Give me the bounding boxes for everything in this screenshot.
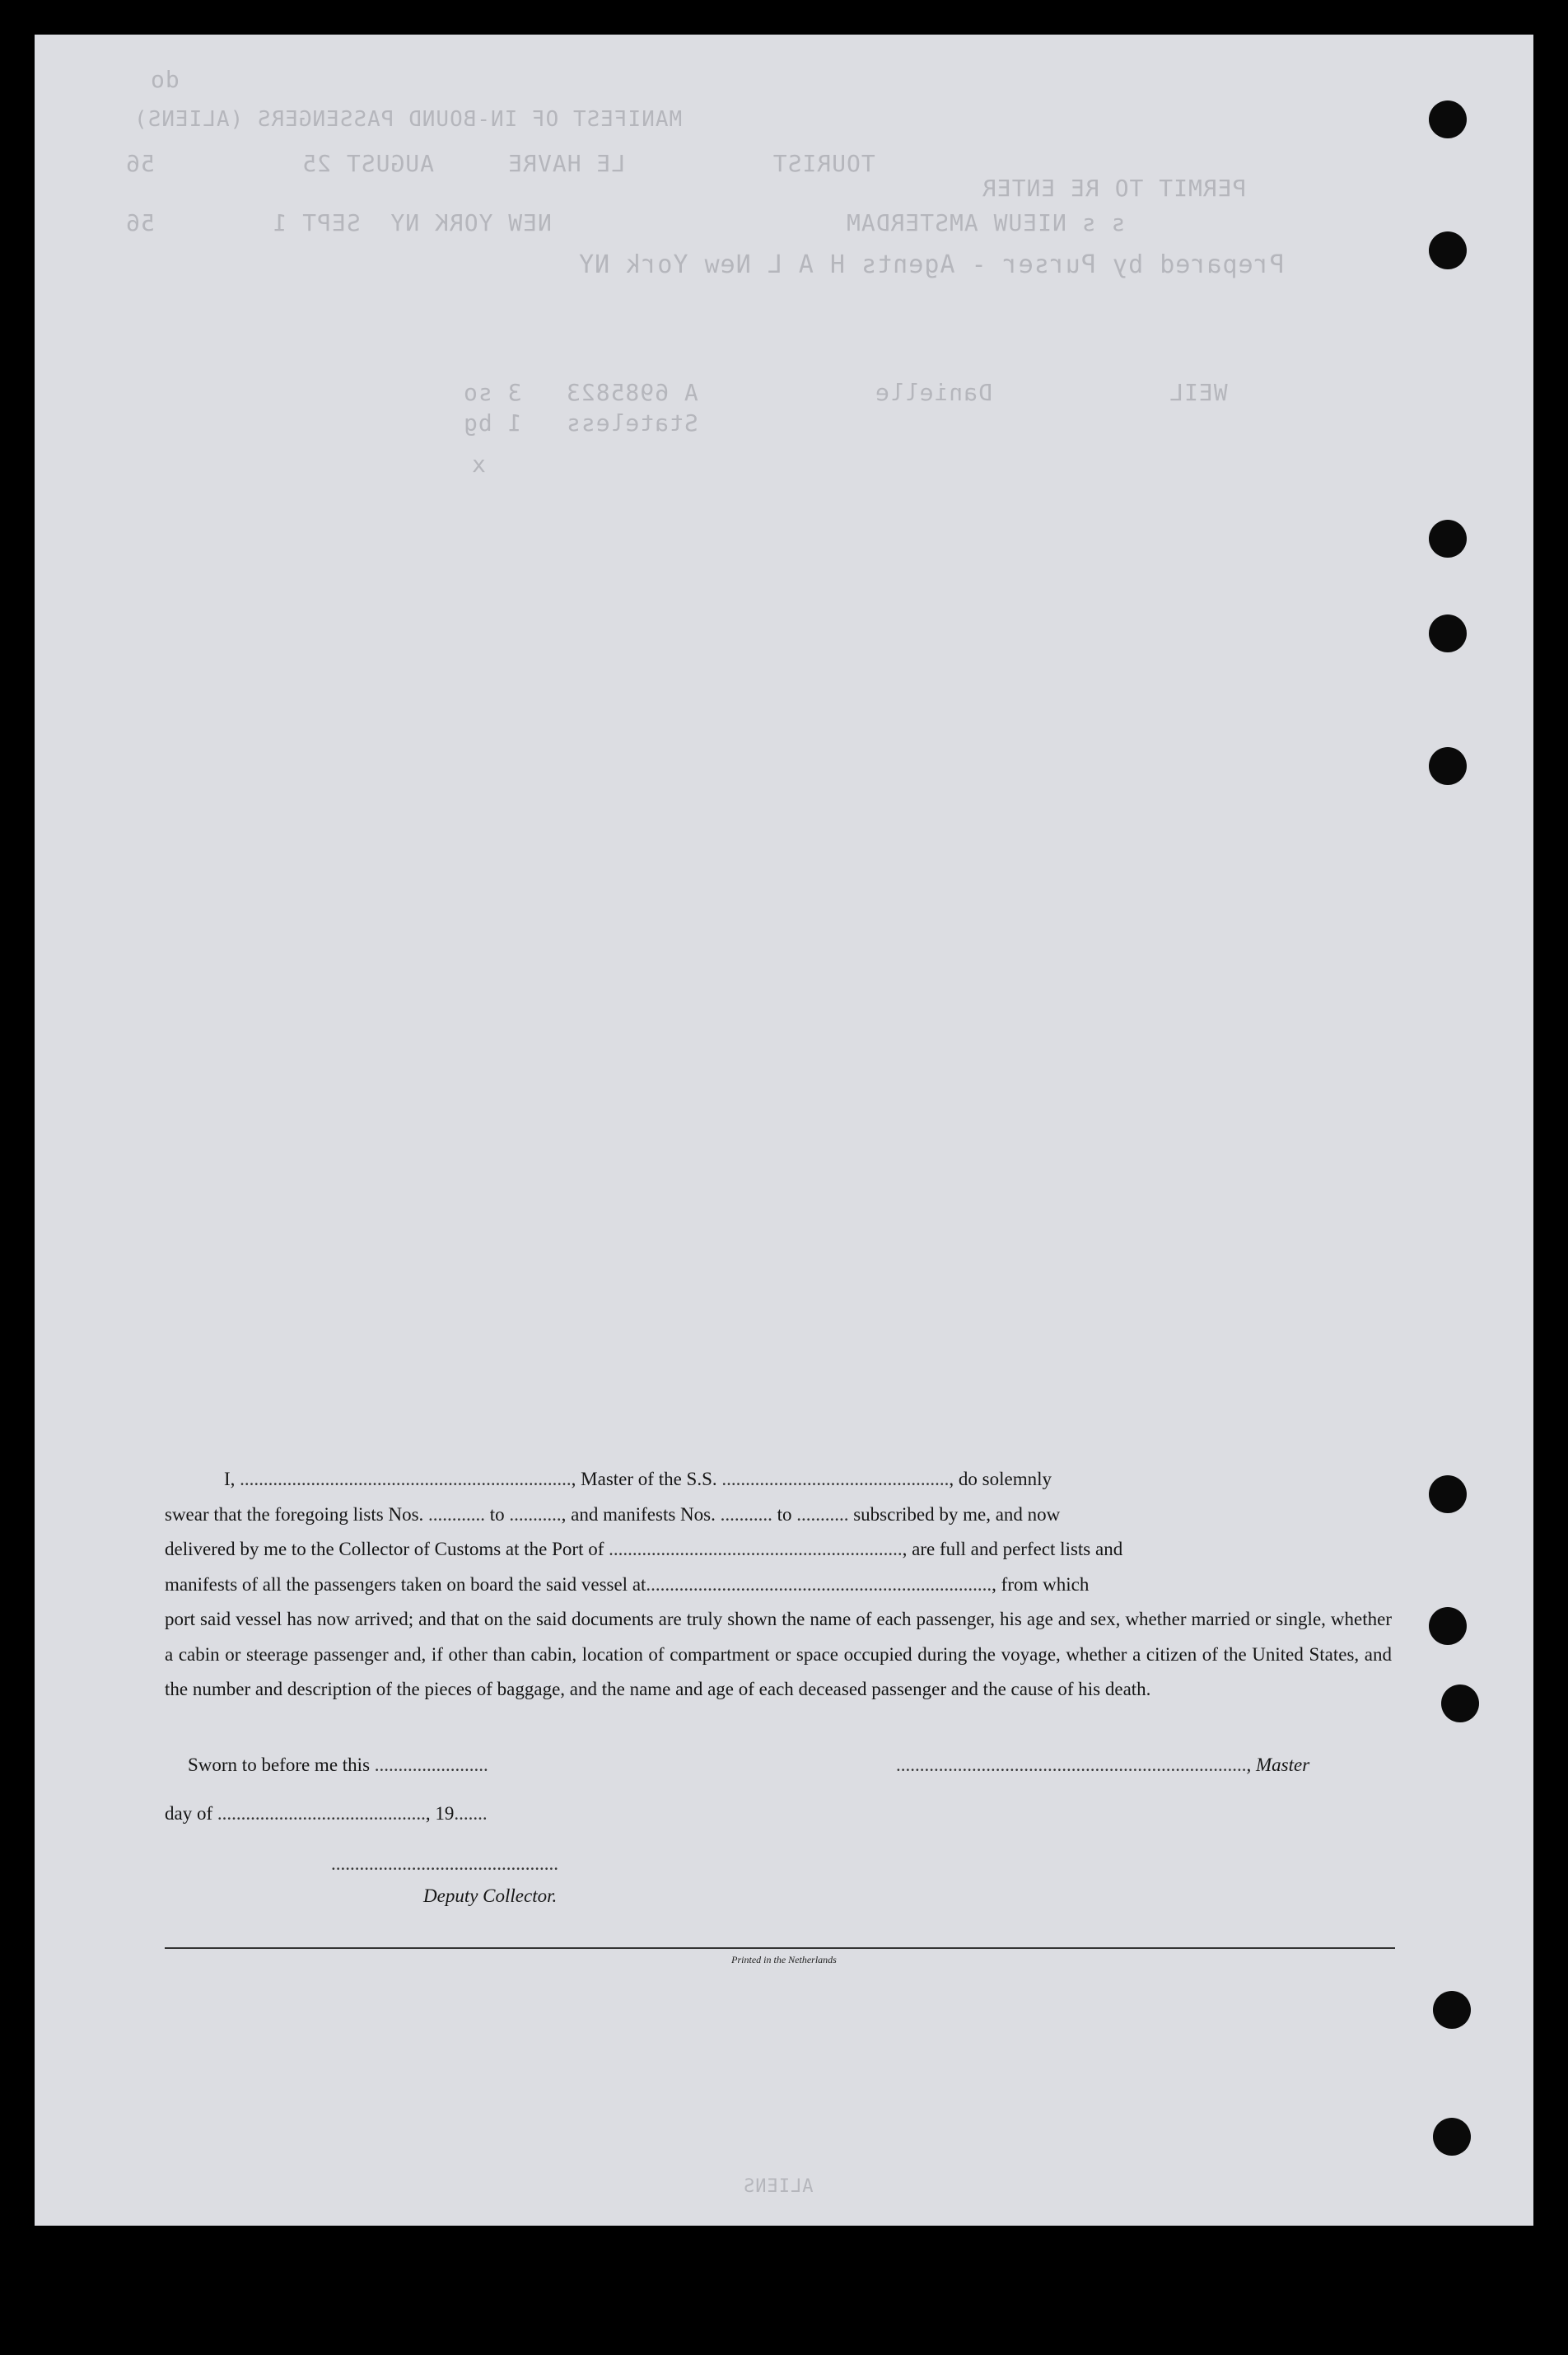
bleed-line3: TOURIST LE HAVRE AUGUST 25 56 [125, 150, 875, 177]
declaration-text: , from which [992, 1573, 1090, 1595]
master-label: , Master [1246, 1755, 1310, 1775]
footer-rule [165, 1947, 1395, 1949]
bleed-line4: PERMIT TO RE ENTER [982, 175, 1247, 202]
declaration-text: swear that the foregoing lists Nos. [165, 1503, 424, 1525]
month-blank: ............................................ [217, 1803, 426, 1824]
bleed-line1: do [150, 66, 180, 93]
master-signature-blank: .......................................................................... [896, 1755, 1247, 1775]
manifest-from-blank: ........... [720, 1503, 772, 1525]
declaration-line-4 [165, 1568, 1392, 1603]
punch-hole [1429, 231, 1467, 269]
list-to-blank: ........... [509, 1503, 562, 1525]
ship-name-blank: ................................................ [721, 1469, 950, 1489]
port-blank: .............................................................. [609, 1539, 903, 1559]
punch-hole [1429, 1475, 1467, 1513]
departure-port-blank: ......................................................................... [646, 1573, 992, 1595]
declaration-text: manifests of all the passengers taken on board the said vessel at [165, 1573, 646, 1595]
sworn-text: Sworn to before me this [188, 1755, 371, 1775]
declaration-text: to [489, 1503, 505, 1525]
year-prefix: , 19 [425, 1803, 455, 1824]
declaration-text: subscribed by me, and now [853, 1503, 1061, 1525]
deputy-signature-blank [331, 1853, 558, 1875]
punch-hole [1433, 1991, 1471, 2029]
declaration-body: port said vessel has now arrived; and that on the said documents are truly shown the name of each passenger, his age and sex, whether married or single, whether a cabin or steerage passenger and, if other than cabin, location of compartment or space occupied during the voyage, whether a citizen of the United States, and the number and description of the pieces of baggage, and the name and age of each deceased passenger and the cause of his death. [165, 1609, 1392, 1699]
punch-hole [1433, 2118, 1471, 2156]
punch-hole [1429, 520, 1467, 558]
punch-hole [1429, 614, 1467, 652]
master-signature-line [896, 1755, 1309, 1776]
printed-in-label: Printed in the Netherlands [731, 1954, 837, 1965]
bleed-line6: Prepared by Purser - Agents H A L New York NY [578, 250, 1285, 279]
bleed-entry-status: Stateless 1 bg [463, 409, 1228, 437]
sworn-date-blank: ........................ [374, 1755, 488, 1775]
punch-hole [1429, 1607, 1467, 1645]
punch-hole [1429, 747, 1467, 785]
declaration-line-3 [165, 1532, 1392, 1568]
manifest-page [35, 35, 1533, 2226]
declaration-text: , do solemnly [949, 1469, 1052, 1489]
punch-hole [1441, 1684, 1479, 1722]
list-from-blank: ............ [428, 1503, 486, 1525]
day-of-text: day of [165, 1803, 213, 1824]
declaration-text: , are full and perfect lists and [902, 1539, 1123, 1559]
bleed-line5: s s NIEUW AMSTERDAM NEW YORK NY SEPT 1 56 [125, 209, 1126, 236]
sworn-line [188, 1755, 488, 1776]
punch-hole [1429, 100, 1467, 138]
declaration-text: , Master of the S.S. [571, 1469, 717, 1489]
master-name-blank: ...................................................................... [240, 1469, 572, 1489]
master-declaration [165, 1462, 1392, 1708]
deputy-collector-label: Deputy Collector. [423, 1885, 558, 1906]
deputy-dots: ................................................ [331, 1853, 558, 1874]
manifest-to-blank: ........... [796, 1503, 849, 1525]
declaration-text: I, [224, 1469, 236, 1489]
bleed-footer-stamp: ALIENS [743, 2176, 814, 2197]
year-blank: ....... [454, 1803, 488, 1824]
declaration-text: to [777, 1503, 792, 1525]
bleed-entry-mark: x [471, 451, 486, 478]
declaration-line-1 [165, 1462, 1392, 1498]
declaration-line-2 [165, 1498, 1392, 1533]
declaration-text: , and manifests Nos. [561, 1503, 716, 1525]
day-of-line [165, 1803, 488, 1825]
bleed-entry-name: WEIL Danielle A 6985823 3 so [463, 379, 1228, 406]
declaration-text: delivered by me to the Collector of Customs at the Port of [165, 1539, 604, 1559]
bleed-line2: MANIFEST OF IN-BOUND PASSENGERS (ALIENS) [133, 107, 683, 132]
